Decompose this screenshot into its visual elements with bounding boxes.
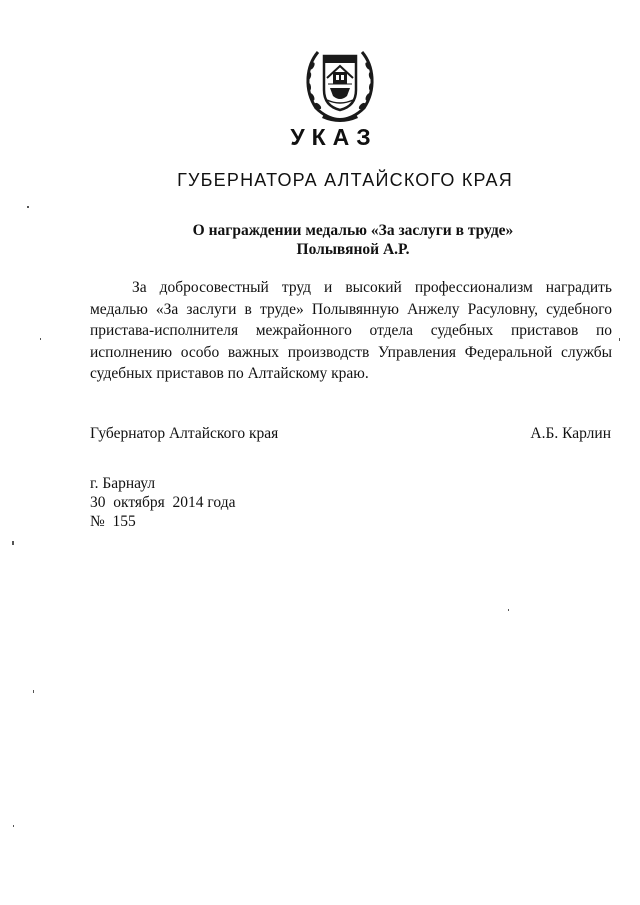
scan-speck: [33, 690, 34, 693]
scan-speck: [12, 541, 14, 545]
scan-speck: [619, 338, 620, 341]
subject-line-2: Полывяной А.Р.: [296, 241, 410, 258]
document-number: № 155: [90, 513, 136, 530]
document-place-date: [90, 474, 235, 531]
scan-speck: [40, 338, 41, 340]
signature-title: Губернатор Алтайского края: [90, 425, 279, 442]
coat-of-arms-icon: [300, 44, 380, 122]
date: 30 октября 2014 года: [90, 494, 236, 511]
signature-name: А.Б. Карлин: [530, 425, 611, 442]
scan-speck: [508, 609, 509, 611]
document-subject: [0, 221, 640, 259]
document-body: За добросовестный труд и высокий профессионализм наградить медалью «За заслуги в труде» Полывянную Анжелу Расуловну, судебного пристава-исполнителя межрайонного отдела судебных приставов по исполнению особо важных производств Управления Федеральной службы судебных приставов по Алтайскому краю.: [90, 279, 612, 382]
document-type: УКАЗ: [290, 124, 378, 150]
document-issuer: ГУБЕРНАТОРА АЛТАЙСКОГО КРАЯ: [177, 170, 513, 190]
place: г. Барнаул: [90, 475, 156, 492]
scan-speck: [13, 825, 14, 827]
subject-line-1: О награждении медалью «За заслуги в труде»: [192, 222, 514, 239]
scan-speck: [27, 206, 29, 208]
